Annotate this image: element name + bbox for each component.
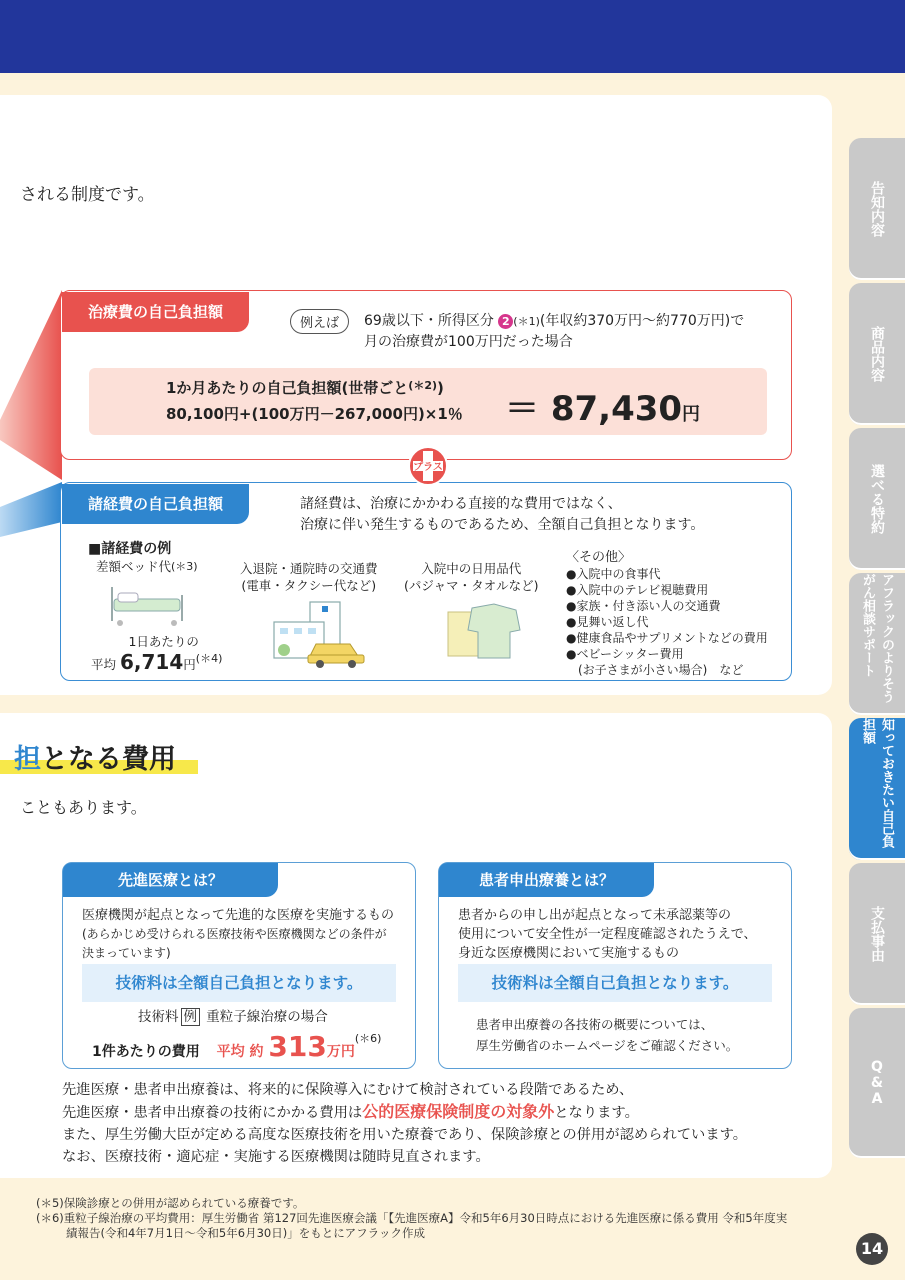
footnote-ref-6: (＊6): [354, 1032, 382, 1045]
misc-cost-description: [300, 494, 704, 536]
footnote-ref-4: (＊4): [195, 652, 223, 665]
pr-text3: 身近な医療機関において実施するもの: [458, 946, 680, 961]
result-unit: 円: [682, 404, 701, 425]
hospital-bed-illustration: [108, 577, 188, 629]
pr-text1: 患者からの申し出が起点となって未承認薬等の: [458, 908, 732, 923]
result-amount: 87,430: [550, 389, 683, 429]
income-class-badge: 2: [498, 314, 513, 329]
para-line1: 先進医療・患者申出療養は、将来的に保険導入にむけて検討されている段階であるため、: [62, 1082, 634, 1098]
misc-cost-tag: 諸経費の自己負担額: [62, 484, 249, 524]
calc-close: ): [437, 379, 444, 397]
advanced-medicine-cost: [92, 1030, 381, 1063]
adv-text2: (あらかじめ受けられる医療技術や医療機関などの条件が: [82, 927, 387, 941]
tab-payment[interactable]: 支払事由: [849, 863, 905, 1005]
tab-notification[interactable]: 告知内容: [849, 138, 905, 280]
example-pre: 技術料: [138, 1009, 179, 1025]
pr-note2: 厚生労働省のホームページをご確認ください。: [476, 1038, 739, 1053]
advanced-medicine-text: [82, 906, 394, 963]
heading-rest: となる費用: [41, 744, 176, 775]
bed-average-unit: 円: [183, 657, 196, 672]
para-line2-pre: 先進医療・患者申出療養の技術にかかる費用は: [62, 1105, 363, 1121]
calc-line1: 1か月あたりの自己負担額(世帯ごと: [166, 379, 409, 397]
para-line3: また、厚生労働大臣が定める高度な医療技術を用いた療養であり、保険診療との併用が認められています。: [62, 1127, 748, 1143]
other-expenses: [566, 550, 768, 678]
example-post: 重粒子線治療の場合: [206, 1009, 328, 1025]
bed-label: [96, 558, 198, 575]
cost-unit: 万円: [326, 1044, 355, 1060]
advanced-medicine-example: [138, 1008, 328, 1027]
example-text: [364, 311, 744, 353]
bed-average-prefix: 平均: [91, 657, 117, 672]
footnote-ref-2: (＊2): [408, 379, 438, 392]
tab-riders[interactable]: 選べる特約: [849, 428, 905, 570]
cost-avg: 平均: [216, 1044, 245, 1060]
example-bubble: 例えば: [290, 309, 349, 334]
pajama-towel-illustration: [444, 600, 524, 664]
page-number: 14: [856, 1233, 888, 1265]
transport-line2: (電車・タクシー代など): [241, 578, 377, 593]
cost-label: 1件あたりの費用: [92, 1044, 200, 1060]
tab-qa[interactable]: Q&A: [849, 1008, 905, 1158]
transport-line1: 入退院・通院時の交通費: [240, 561, 378, 576]
other-item-note: (お子さまが小さい場合) など: [566, 663, 744, 677]
daily-line1: 入院中の日用品代: [421, 561, 522, 576]
other-item: ●見舞い返し代: [566, 615, 649, 629]
plus-icon: [404, 446, 452, 486]
calculation-result: [505, 381, 700, 430]
patient-request-note: [476, 1014, 738, 1056]
closing-paragraph: [62, 1079, 747, 1168]
bed-average-label: 1日あたりの: [128, 634, 199, 649]
footnote-6b: 績報告(令和4年7月1日～令和5年6月30日)」をもとにアフラック作成: [66, 1226, 425, 1240]
cost-value: 313: [268, 1030, 327, 1063]
red-wing-decoration: [0, 290, 62, 480]
tab-self-pay[interactable]: 知っておきたい自己負担額: [849, 718, 905, 860]
pr-note1: 患者申出療養の各技術の概要については、: [476, 1017, 714, 1032]
tab-cancer-support[interactable]: アフラックのよりそうがん相談サポート: [849, 573, 905, 715]
calculation-formula: 80,100円+(100万円－267,000円)×1％: [166, 405, 463, 423]
other-item: ●健康食品やサプリメントなどの費用: [566, 631, 768, 645]
hospital-taxi-illustration: [270, 598, 370, 668]
other-item: ●ベビーシッター費用: [566, 647, 684, 661]
example-line1-pre: 69歳以下・所得区分: [364, 313, 494, 329]
adv-text1: 医療機関が起点となって先進的な医療を実施するもの: [82, 908, 395, 923]
adv-text3: 決まっています): [82, 946, 171, 960]
para-line4: なお、医療技術・適応症・実施する医療機関は随時見直されます。: [62, 1149, 490, 1165]
daily-goods-label: [404, 560, 539, 594]
transport-label: [240, 560, 378, 594]
calculation-title: [166, 377, 444, 398]
misc-desc-line1: 諸経費は、治療にかかわる直接的な費用ではなく、: [300, 496, 622, 512]
other-item: ●家族・付き添い人の交通費: [566, 599, 721, 613]
bed-average-value: 6,714: [120, 650, 184, 674]
bed-average: [91, 632, 222, 674]
intro-text: される制度です。: [20, 185, 155, 205]
misc-desc-line2: 治療に伴い発生するものであるため、全額自己負担となります。: [300, 517, 705, 533]
para-line2-post: となります。: [554, 1105, 639, 1121]
top-banner: [0, 0, 905, 73]
advanced-medicine-title: 先進医療とは？: [63, 863, 278, 897]
blue-wing-decoration: [0, 482, 62, 542]
equals-sign: ＝: [505, 389, 539, 429]
patient-request-title: 患者申出療養とは？: [439, 863, 654, 897]
patient-request-stripe: 技術料は全額自己負担となります。: [458, 964, 772, 1002]
footnote-ref-1: (＊1): [513, 315, 540, 328]
heading-first-char: 担: [14, 744, 41, 775]
tab-product[interactable]: 商品内容: [849, 283, 905, 425]
footnote-5: (＊5)保険診療との併用が認められている療養です。: [36, 1196, 305, 1210]
example-box: 例: [181, 1008, 201, 1026]
pr-text2: 使用について安全性が一定程度確認されたうえで、: [458, 927, 757, 942]
daily-line2: (パジャマ・タオルなど): [404, 578, 539, 593]
bed-text: 差額ベッド代: [96, 559, 172, 574]
para-line2-emphasis: 公的医療保険制度の対象外: [362, 1102, 555, 1121]
other-item: ●入院中の食事代: [566, 567, 661, 581]
footnote-6a: (＊6)重粒子線治療の平均費用：厚生労働省 第127回先進医療会議「【先進医療A】令和5年6月30日時点における先進医療に係る費用 令和5年度実: [36, 1211, 788, 1225]
section-heading: [14, 737, 176, 776]
cost-approx: 約: [249, 1044, 264, 1060]
advanced-medicine-stripe: 技術料は全額自己負担となります。: [82, 964, 396, 1002]
patient-request-text: [458, 906, 756, 963]
other-title: 〈その他〉: [566, 550, 632, 565]
section-intro: こともあります。: [20, 798, 147, 817]
example-line1-post: (年収約370万円～約770万円)で: [539, 313, 745, 329]
other-item: ●入院中のテレビ視聴費用: [566, 583, 709, 597]
examples-title: ■諸経費の例: [88, 541, 172, 557]
footnotes: [36, 1196, 787, 1241]
example-line2: 月の治療費が100万円だった場合: [364, 334, 573, 350]
plus-label: プラス: [413, 462, 443, 473]
treatment-cost-tag: 治療費の自己負担額: [62, 292, 249, 332]
footnote-ref-3: (＊3): [171, 560, 198, 573]
